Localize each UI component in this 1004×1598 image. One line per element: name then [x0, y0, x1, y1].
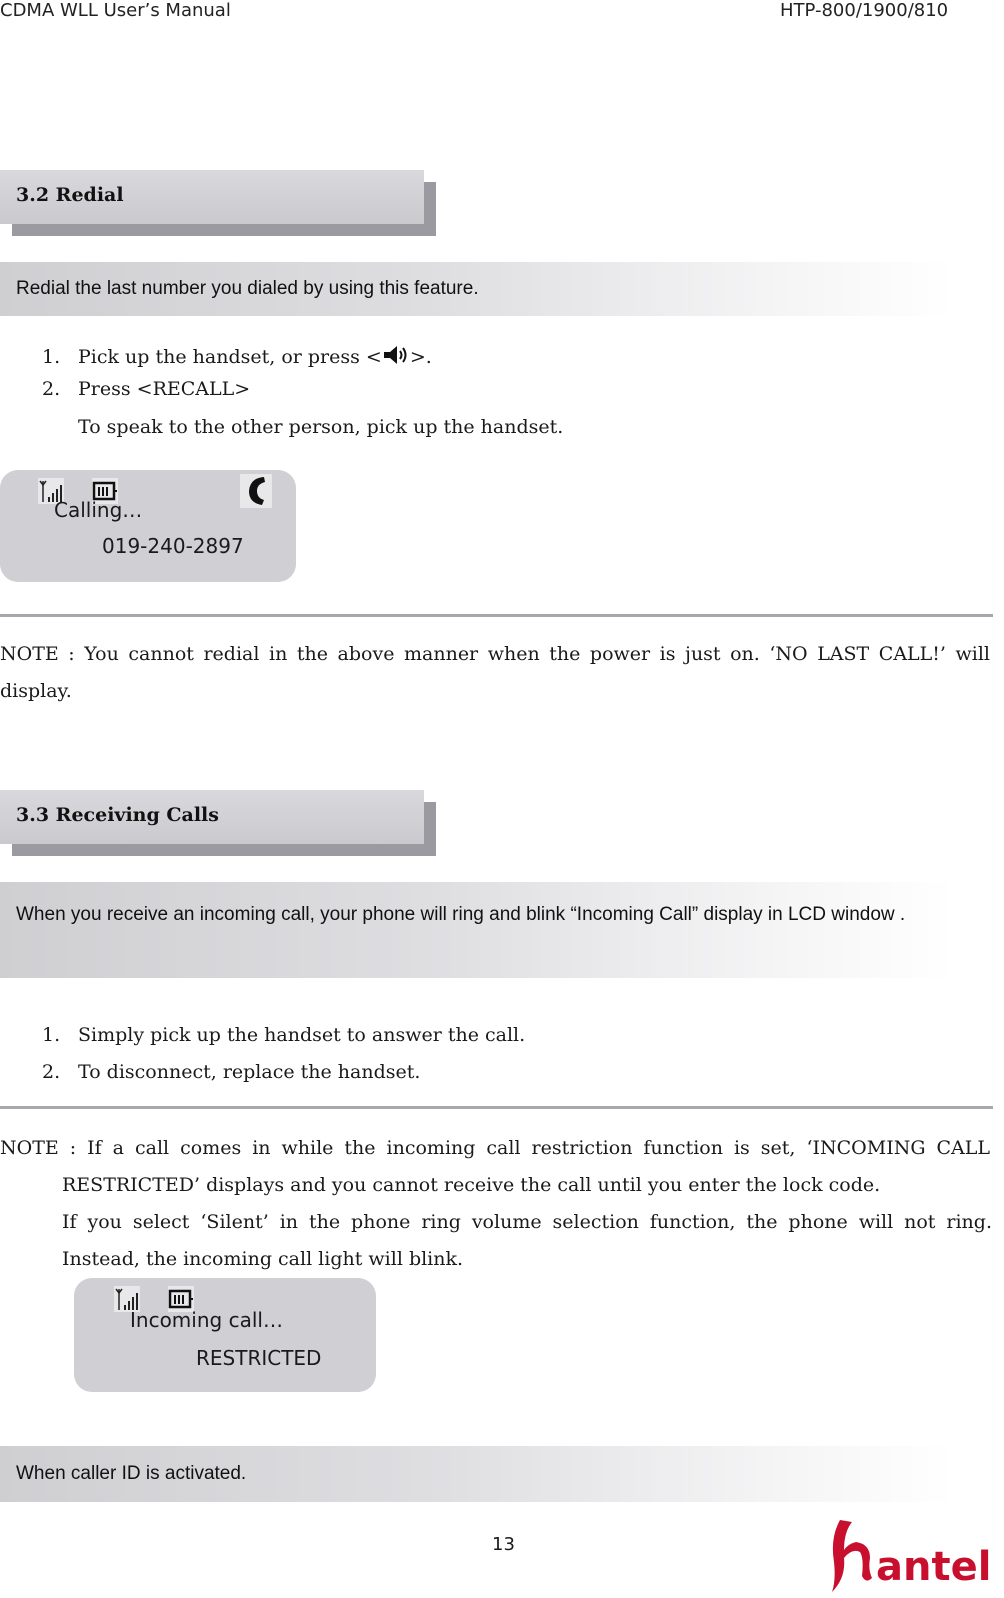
caller-id-band: When caller ID is activated.: [0, 1446, 955, 1502]
redial-step-1: [42, 344, 432, 371]
lcd-calling: [0, 470, 296, 582]
step-text-pre: Pick up the handset, or press <: [78, 346, 382, 368]
lcd-message: RESTRICTED: [196, 1346, 322, 1370]
step-number: 1.: [42, 1024, 61, 1046]
receiving-note-line-1: NOTE : If a call comes in while the incoming call restriction function is set, ‘INCOMING CALL: [0, 1137, 990, 1159]
step-text: Press <RECALL>: [78, 378, 251, 400]
redial-step-2: [42, 378, 250, 400]
step-text: To disconnect, replace the handset.: [78, 1061, 421, 1083]
step-text: Simply pick up the handset to answer the call.: [78, 1024, 526, 1046]
lcd-status-text: Incoming call…: [130, 1308, 283, 1332]
redial-intro: Redial the last number you dialed by using this feature.: [0, 262, 955, 316]
section-title-redial: 3.2 Redial: [0, 170, 424, 224]
step-number: 1.: [42, 346, 61, 368]
page-number: 13: [492, 1534, 515, 1555]
hantel-logo: [826, 1518, 996, 1594]
section-title-receiving-calls: 3.3 Receiving Calls: [0, 790, 424, 844]
logo-wordmark: antel: [876, 1544, 992, 1590]
step-number: 2.: [42, 1061, 61, 1083]
receiving-note-line-2: RESTRICTED’ displays and you cannot receive the call until you enter the lock code.: [62, 1174, 881, 1196]
receiving-step-2: [42, 1061, 420, 1083]
handset-icon: [240, 474, 272, 513]
divider: [0, 614, 993, 617]
receiving-step-1: [42, 1024, 525, 1046]
header-manual-title: CDMA WLL User’s Manual: [0, 0, 231, 21]
lcd-status-text: Calling…: [54, 498, 143, 522]
redial-step-2-sub: To speak to the other person, pick up the handset.: [78, 416, 564, 438]
receiving-intro: When you receive an incoming call, your phone will ring and blink “Incoming Call” display in LCD window .: [0, 882, 955, 978]
receiving-note-line-3: If you select ‘Silent’ in the phone ring volume selection function, the phone will not ring. Instead, the incoming call light will blink.: [62, 1211, 992, 1270]
lcd-incoming-call: [74, 1278, 376, 1392]
header-model: HTP-800/1900/810: [780, 0, 949, 21]
step-text-post: >.: [409, 346, 432, 368]
lcd-phone-number: 019-240-2897: [102, 534, 244, 558]
redial-note: NOTE : You cannot redial in the above manner when the power is just on. ‘NO LAST CALL!’ will display.: [0, 643, 990, 702]
step-number: 2.: [42, 378, 61, 400]
speaker-icon: [382, 344, 410, 371]
divider: [0, 1106, 993, 1109]
